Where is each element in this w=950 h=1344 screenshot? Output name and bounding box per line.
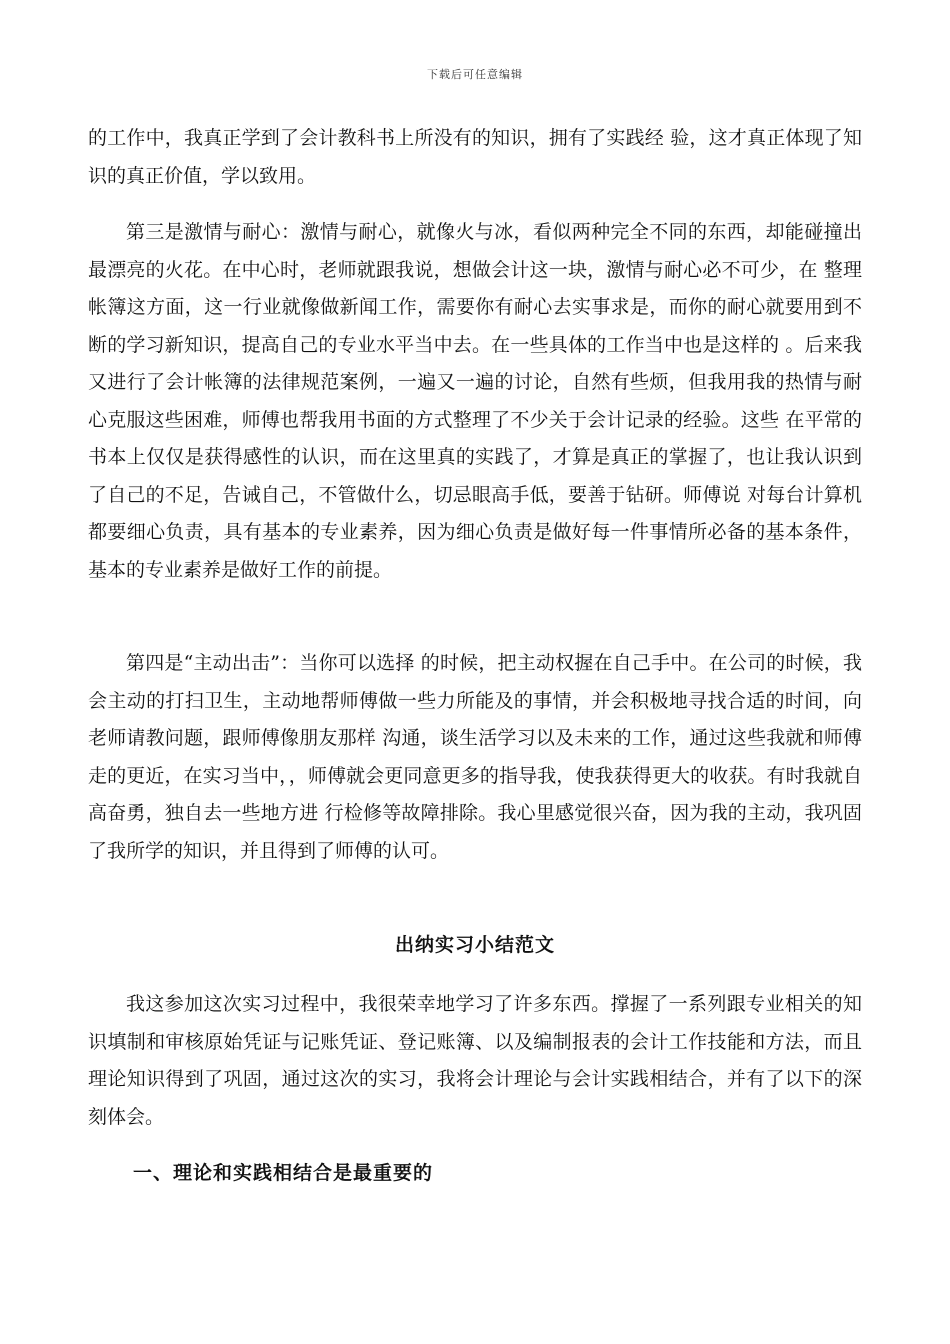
section-intro-paragraph (88, 986, 862, 1136)
section-subheading: 一、理论和实践相结合是最重要的 (133, 1162, 434, 1184)
section-title: 出纳实习小结范文 (394, 934, 555, 956)
paragraph-continuation (88, 120, 862, 195)
paragraph-text: 第三是激情与耐心：激情与耐心，就像火与冰，看似两种完全不同的东西，却能碰撞出最漂亮的火花。在中心时，老师就跟我说，想做会计这一块，激情与耐心必不可少，在 整理帐簿这方面，这一行业就像做新闻工作，需要你有耐心去实事求是，而你的耐心就要用到不断的学习新知识，提高自己的专业水平当中去。在一些具体的工作当中也是这样的 。后来我又进行了会计帐簿的法律规范案例，一遍又一遍的讨论，自然有些烦，但我用我的热情与耐心克服这些困难，师傅也帮我用书面的方式整理了不少关于会计记录的经验。这些 在平常的书本上仅仅是获得感性的认识，而在这里真的实践了，才算是真正的掌握了，也让我认识到了自己的不足，告诫自己，不管做什么，切忌眼高手低，要善于钻研。师傅说 对每台计算机都要细心负责，具有基本的专业素养，因为细心负责是做好每一件事情所必备的基本条件，基本的专业素养是做好工作的前提。 (88, 221, 862, 581)
paragraph-text: 的工作中，我真正学到了会计教科书上所没有的知识，拥有了实践经 验，这才真正体现了知识的真正价值，学以致用。 (88, 127, 862, 187)
paragraph-text: 第四是“主动出击”：当你可以选择 的时候，把主动权握在自己手中。在公司的时候，我会主动的打扫卫生，主动地帮师傅做一些力所能及的事情，并会积极地寻找合适的时间，向老师请教问题，跟师傅像朋友那样 沟通，谈生活学习以及未来的工作，通过这些我就和师傅走的更近，在实习当中，，师傅就会更同意更多的指导我，使我获得更大的收获。有时我就自高奋勇，独自去一些地方进 行检修等故障排除。我心里感觉很兴奋，因为我的主动，我巩固了我所学的知识，并且得到了师傅的认可。 (88, 652, 862, 862)
paragraph-text: 我这参加这次实习过程中，我很荣幸地学习了许多东西。撑握了一系列跟专业相关的知识填制和审核原始凭证与记账凭证、登记账簿、以及编制报表的会计工作技能和方法，而且理论知识得到了巩固，通过这次的实习，我将会计理论与会计实践相结合，并有了以下的深刻体会。 (88, 993, 862, 1128)
paragraph-take-initiative (88, 645, 862, 870)
paragraph-passion-patience (88, 214, 862, 589)
page-header: 下载后可任意编辑 (427, 68, 523, 81)
